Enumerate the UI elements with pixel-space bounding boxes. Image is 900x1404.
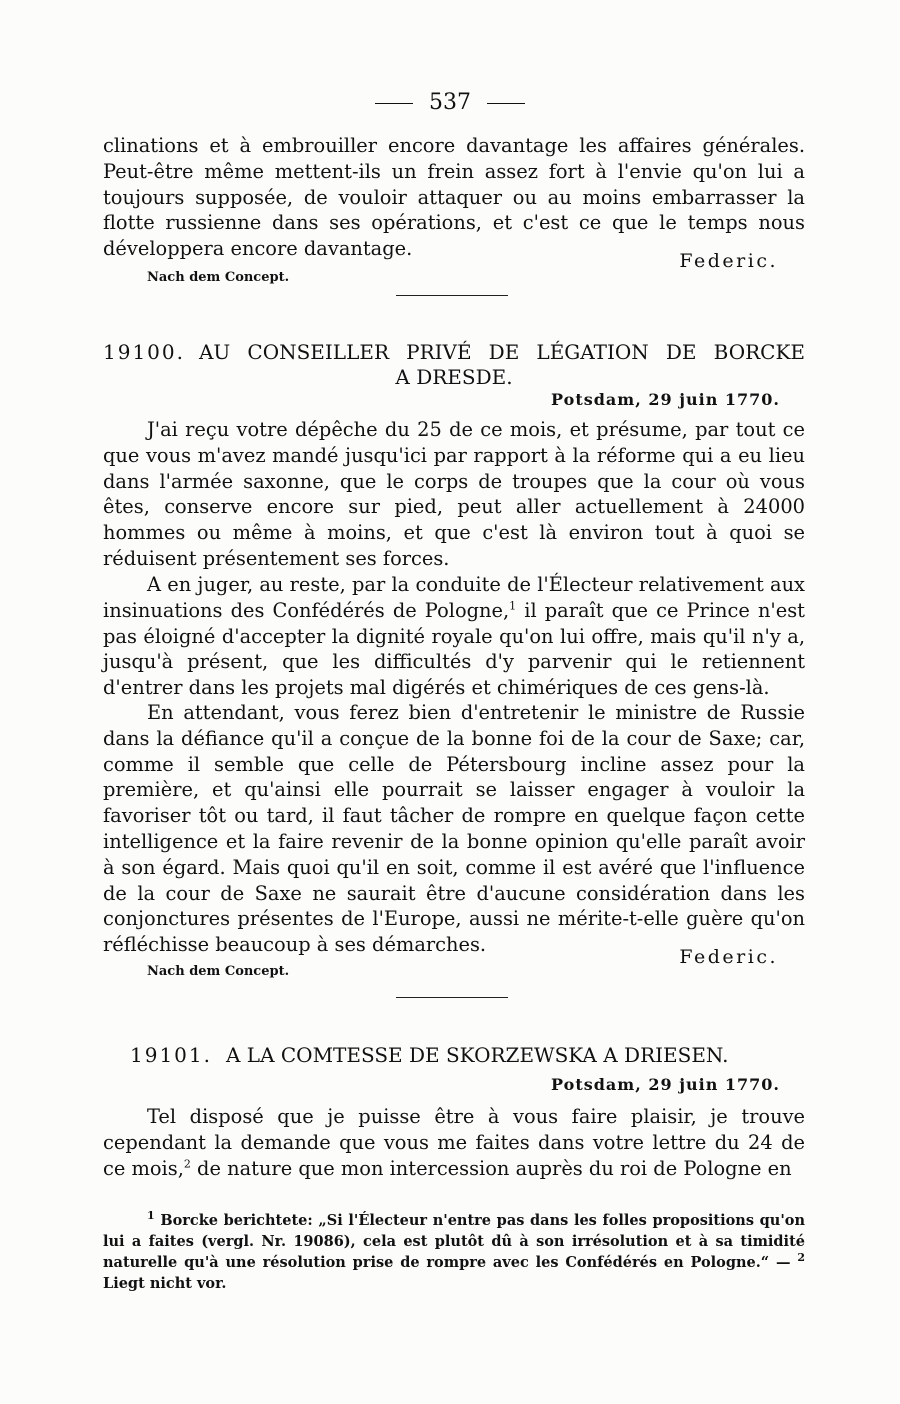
dateline-date: 29 juin 1770. bbox=[648, 1075, 780, 1094]
source-note-2: Nach dem Concept. bbox=[147, 964, 290, 979]
header-dash-left bbox=[375, 103, 413, 104]
letter-heading-19100 bbox=[103, 340, 805, 390]
letter-paragraph-3: En attendant, vous ferez bien d'entretenir le ministre de Russie dans la défiance qu'il a conçue de la bonne foi de la cour de Saxe; car, comme il semble que celle de Pétersbourg incline assez pour la première, et qu'ainsi elle pourrait se laisser engager à vouloir la favoriser tôt ou tard, il faut tâcher de rompre en quelque façon cette intelligence et la faire revenir de la bonne opinion qu'elle paraît avoir à son égard. Mais quoi qu'il en soit, comme il est avéré que l'influence de la cour de Saxe ne saurait être d'aucune considération dans les conjonctures présentes de l'Europe, aussi ne mérite-t-elle guère qu'on réfléchisse beaucoup à ses démarches. bbox=[103, 701, 805, 957]
dateline-19100 bbox=[551, 390, 780, 409]
section-divider-1 bbox=[396, 295, 508, 296]
paragraph-text: il paraît que ce Prince n'est pas éloigné d'accepter la dignité royale qu'on lui offre, mais qu'il n'y a, jusqu'à présent, que les difficultés d'y parvenir qui le retiennent d'entrer dans les projets mal digérés et chimériques de ces gens-là. bbox=[103, 598, 805, 700]
page-number: 537 bbox=[429, 90, 471, 115]
signature-federic-1: Federic. bbox=[679, 250, 778, 272]
footnote-1 bbox=[103, 1210, 805, 1294]
letter-paragraph-4 bbox=[103, 1104, 805, 1181]
source-note-1: Nach dem Concept. bbox=[147, 270, 290, 285]
signature-federic-2: Federic. bbox=[679, 946, 778, 968]
letter-number: 19101. bbox=[130, 1043, 212, 1067]
footnote-ref-2: 2 bbox=[183, 1157, 191, 1171]
footnote-mark-2: 2 bbox=[797, 1251, 805, 1265]
paragraph-text: Tel disposé que je puisse être à vous faire plaisir, je trouve cependant la demande que vous me faites dans votre lettre du 24 de ce mois, bbox=[103, 1105, 805, 1180]
letter-title-line2: A DRESDE. bbox=[395, 365, 513, 389]
section-divider-2 bbox=[396, 997, 508, 998]
continued-paragraph: clinations et à embrouiller encore davantage les affaires générales. Peut-être même mettent-ils un frein assez fort à l'envie qu'on lui a toujours supposée, de vouloir attaquer ou au moins embarrasser la flotte russienne dans ses opérations, et c'est ce que le temps nous développera encore davantage. bbox=[103, 134, 805, 261]
footnote-text-1: Borcke berichtete: „Si l'Électeur n'entre pas dans les folles propositions qu'on lui a faites (vergl. Nr. 19086), cela est plutôt dû à son irrésolution et à sa timidité naturelle qu'à une résolution prise de rompre avec les Confédérés en Pologne.“ — bbox=[103, 1212, 805, 1271]
footnote-ref-1: 1 bbox=[509, 599, 517, 613]
paragraph-text: de nature que mon intercession auprès du roi de Pologne en bbox=[190, 1156, 792, 1180]
letter-number: 19100. bbox=[103, 340, 185, 364]
letter-title-line1: AU CONSEILLER PRIVÉ DE LÉGATION DE BORCKE bbox=[198, 340, 805, 364]
letter-paragraph-1: J'ai reçu votre dépêche du 25 de ce mois, et présume, par tout ce que vous m'avez mandé jusqu'ici par rapport à la réforme qui a eu lieu dans l'armée saxonne, que le corps de troupes que la cour où vous êtes, conserve encore sur pied, peut aller actuellement à 24000 hommes ou même à moins, et que c'est là environ tout à quoi se réduisent présentement ses forces. bbox=[103, 418, 805, 570]
page-header bbox=[0, 90, 900, 115]
letter-title: A LA COMTESSE DE SKORZEWSKA A DRIESEN. bbox=[225, 1043, 729, 1067]
paragraph-text: A en juger, au reste, par la conduite de l'Électeur relativement aux insinuations des Confédérés de Pologne, bbox=[103, 573, 805, 622]
footnote-mark-1: 1 bbox=[147, 1209, 155, 1223]
dateline-19101 bbox=[551, 1075, 780, 1094]
header-dash-right bbox=[487, 103, 525, 104]
letter-heading-19101 bbox=[130, 1043, 832, 1068]
letter-paragraph-2 bbox=[103, 572, 805, 701]
footnote-text-2: Liegt nicht vor. bbox=[103, 1275, 227, 1292]
dateline-date: 29 juin 1770. bbox=[648, 390, 780, 409]
dateline-place: Potsdam, bbox=[551, 390, 642, 409]
dateline-place: Potsdam, bbox=[551, 1075, 642, 1094]
